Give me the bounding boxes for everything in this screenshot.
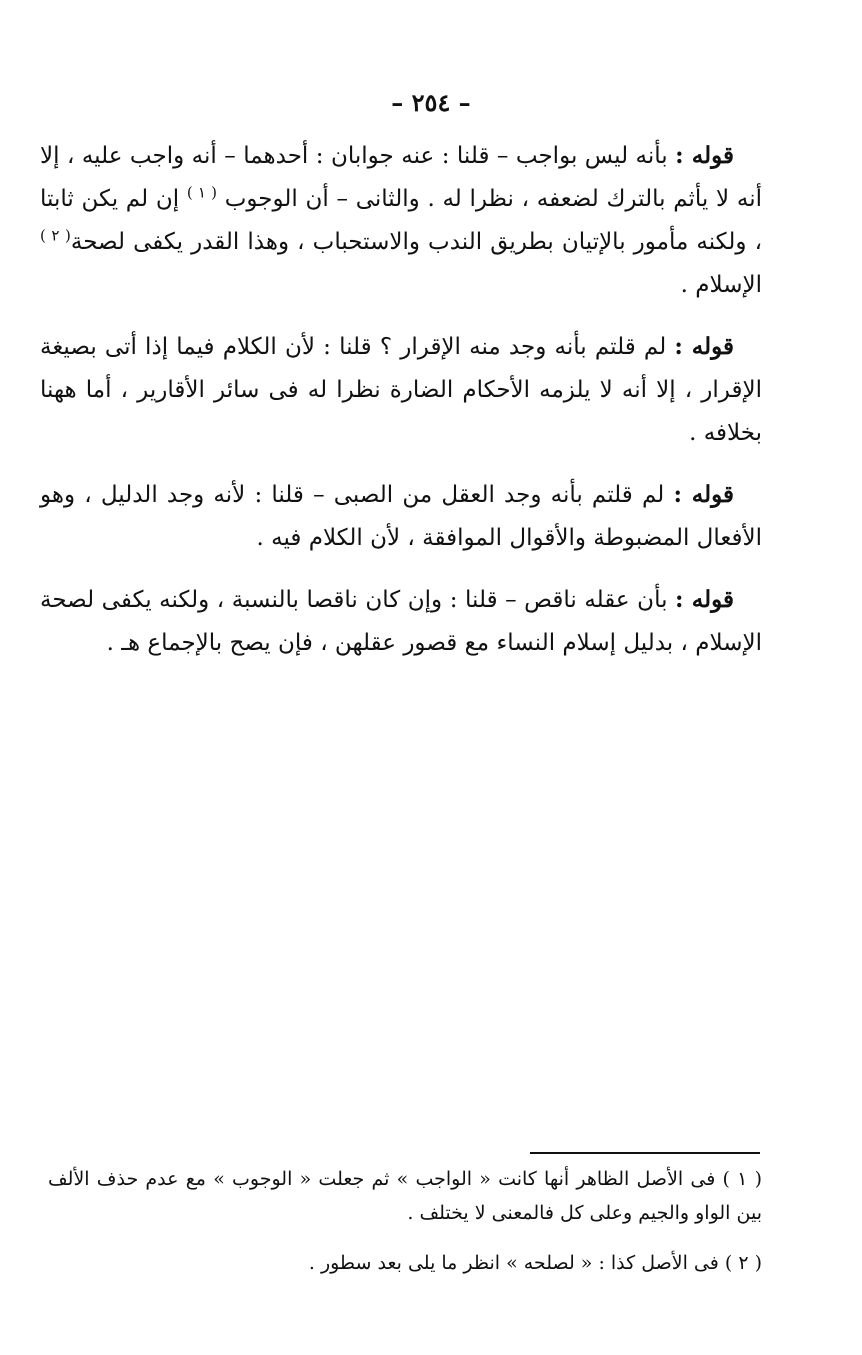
paragraph-lead: قوله :	[674, 333, 734, 360]
paragraph-text: لم قلتم بأنه وجد منه الإقرار ؟ قلنا : لأن الكلام فيما إذا أتى بصيغة الإقرار ، إلا أنه لا يلزمه الأحكام الضارة نظرا له فى سائر الأقارير ، أما ههنا بخلافه .	[40, 334, 762, 446]
footnote-reference-1: ( ١ )	[186, 183, 217, 202]
paragraph-lead: قوله :	[673, 481, 735, 508]
paragraph-text: إن لم يكن ثابتا ، ولكنه مأمور بالإتيان بطريق الندب والاستحباب ، وهذا القدر يكفى لصحة	[40, 186, 763, 255]
paragraph-text: بأن عقله ناقص – قلنا : وإن كان ناقصا بالنسبة ، ولكنه يكفى لصحة الإسلام ، بدليل إسلام النساء مع قصور عقلهن ، فإن يصح بالإجماع هـ .	[40, 587, 762, 656]
paragraph-text: بأنه ليس بواجب – قلنا : عنه جوابان : أحدهما – أنه واجب عليه ، إلا أنه لا يأثم بالترك لضعفه ، نظرا له . والثانى – أن الوجوب	[40, 143, 763, 212]
paragraph-lead: قوله :	[675, 142, 735, 169]
paragraph-text: لم قلتم بأنه وجد العقل من الصبى – قلنا : لأنه وجد الدليل ، وهو الأفعال المضبوطة والأقوال الموافقة ، لأن الكلام فيه .	[40, 482, 762, 551]
footnotes	[48, 1162, 762, 1296]
paragraph-2	[40, 325, 762, 455]
footnote-1: ( ١ ) فى الأصل الظاهر أنها كانت « الواجب » ثم جعلت « الوجوب » مع عدم حذف الألف بين الواو والجيم وعلى كل فالمعنى لا يختلف .	[48, 1168, 762, 1224]
footnote-reference-2: ( ٢ )	[40, 226, 71, 245]
paragraph-3	[40, 473, 762, 560]
footnote-2: ( ٢ ) فى الأصل كذا : « لصلحه » انظر ما يلى بعد سطور .	[308, 1252, 762, 1274]
page-number: – ٢٥٤ –	[391, 88, 471, 117]
footnote-divider	[530, 1152, 760, 1154]
paragraph-lead: قوله :	[675, 586, 735, 613]
main-text	[40, 134, 762, 683]
paragraph-text: الإسلام .	[680, 272, 762, 298]
paragraph-4	[40, 578, 762, 665]
paragraph-1	[40, 134, 762, 307]
